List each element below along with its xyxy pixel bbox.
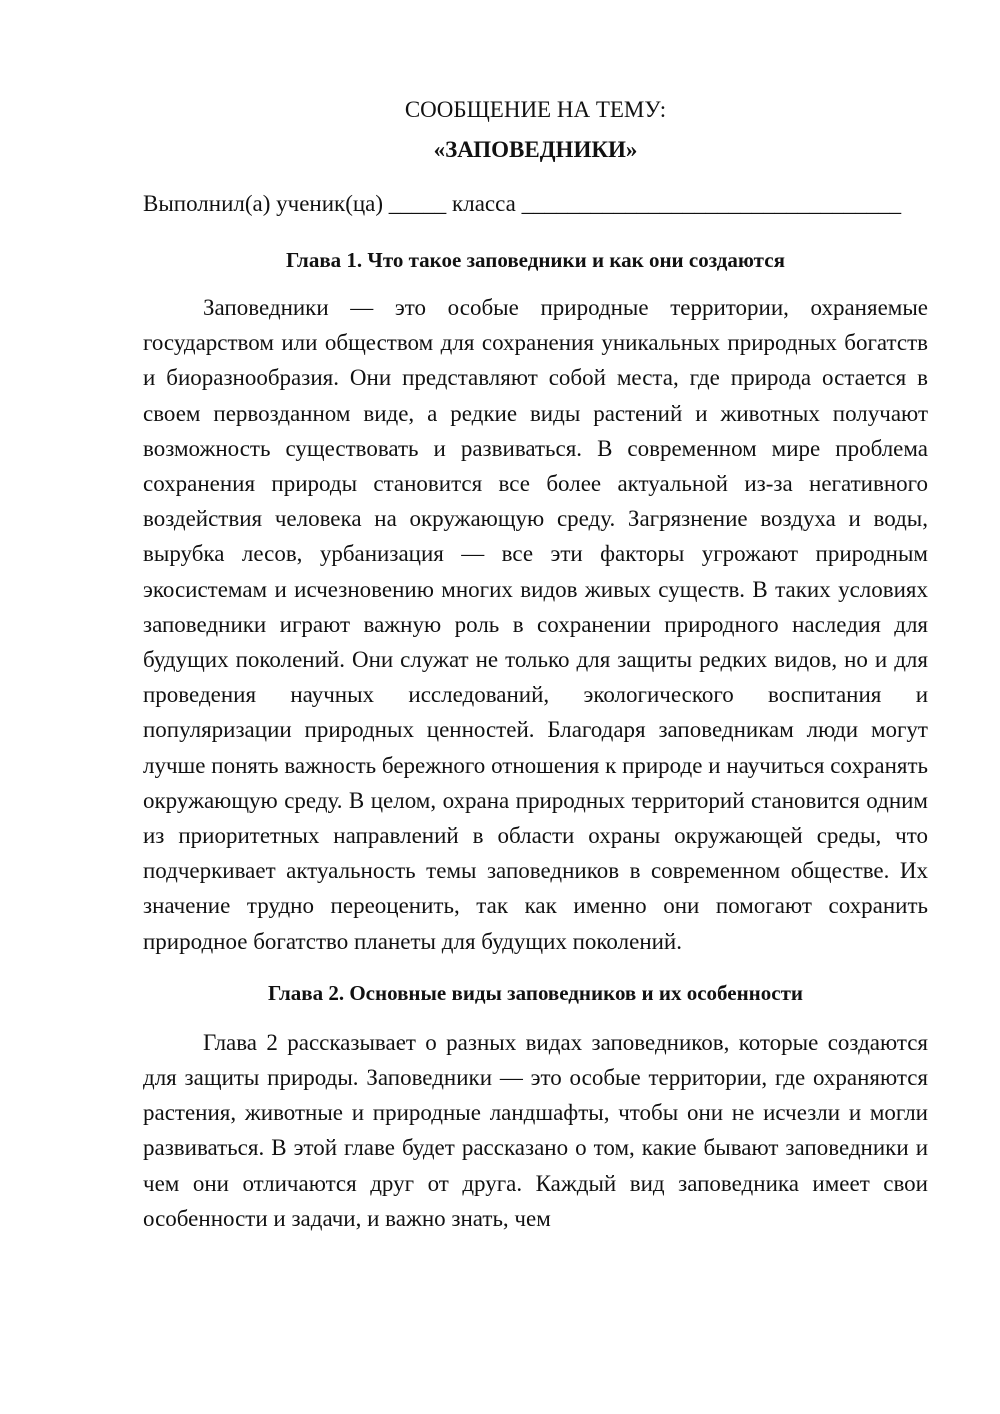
chapter-1-text: Заповедники — это особые природные территории, охраняемые государством или обществом для сохранения уникальных природных богатств и биоразнообразия. Они представляют собой места, где природа остается в своем первозданном виде, а редкие виды растений и животных получают возможность существовать и развиваться. В современном мире проблема сохранения природы становится все более актуальной из-за негативного воздействия человека на окружающую среду. Загрязнение воздуха и воды, вырубка лесов, урбанизация — все эти факторы угрожают природным экосистемам и исчезновению многих видов живых существ. В таких условиях заповедники играют важную роль в сохранении природного наследия для будущих поколений. Они служат не только для защиты редких видов, но и для проведения научных исследований, экологического воспитания и популяризации природных ценностей. Благодаря заповедникам люди могут лучше понять важность бережного отношения к природе и научиться сохранять окружающую среду. В целом, охрана природных территорий становится одним из приоритетных направлений в области охраны окружающей среды, что подчеркивает актуальность темы заповедников в современном обществе. Их значение трудно переоценить, так как именно они помогают сохранить природное богатство планеты для будущих поколений.: [143, 295, 928, 954]
chapter-2-heading: Глава 2. Основные виды заповедников и их особенности: [267, 980, 804, 1005]
document-title: СООБЩЕНИЕ НА ТЕМУ:: [404, 97, 667, 122]
document-page: [143, 92, 928, 1236]
document-topic: «ЗАПОВЕДНИКИ»: [433, 137, 638, 162]
chapter-2-text: Глава 2 рассказывает о разных видах заповедников, которые создаются для защиты природы. Заповедники — это особые территории, где охраняются растения, животные и природные ландшафты, чтобы они не исчезли и могли развиваться. В этой главе будет рассказано о том, какие бывают заповедники и чем они отличаются друг от друга. Каждый вид заповедника имеет свои особенности и задачи, и важно знать, чем: [143, 1029, 928, 1231]
author-line: Выполнил(а) ученик(ца) _____ класса _________________________________: [143, 191, 902, 216]
chapter-1-heading: Глава 1. Что такое заповедники и как они создаются: [286, 248, 785, 272]
